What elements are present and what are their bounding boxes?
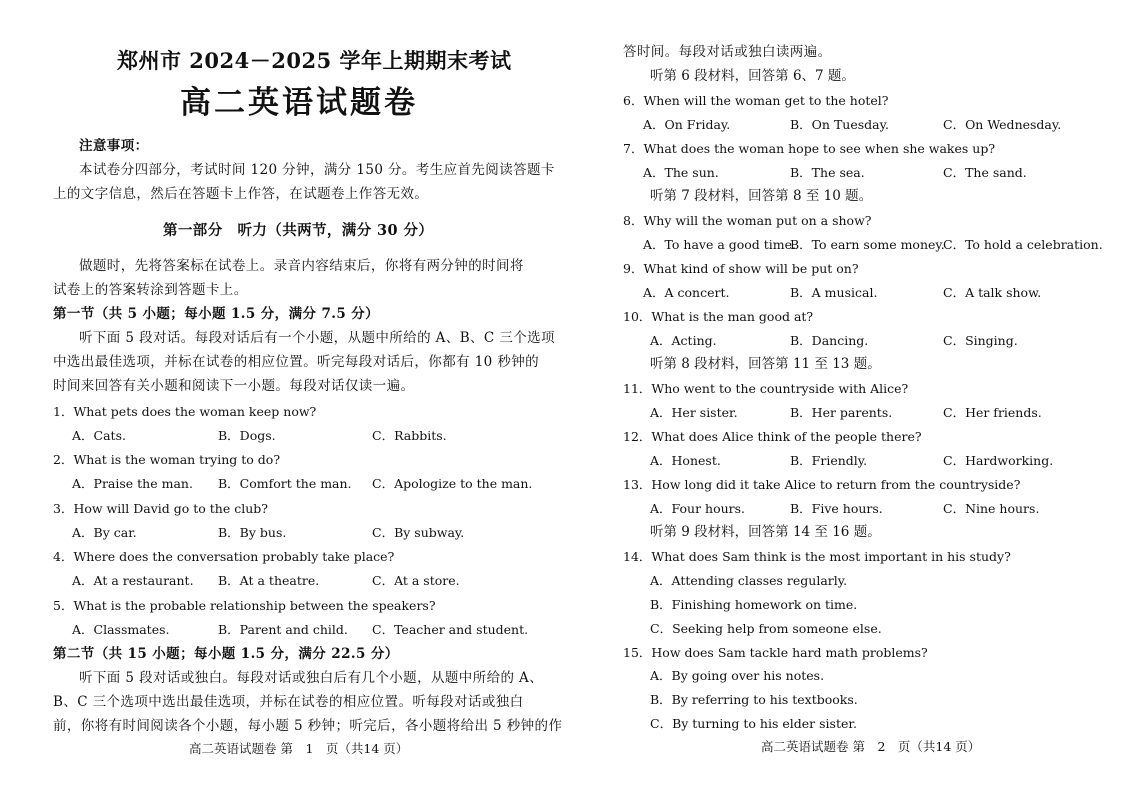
option-b: B．Dogs. xyxy=(218,428,276,443)
question-stem: 8．Why will the woman put on a show? xyxy=(623,213,872,228)
section1-instruction-line: 时间来回答有关小题和阅读下一小题。每段对话仅读一遍。 xyxy=(53,378,415,394)
segment-heading: 听第 9 段材料，回答第 14 至 16 题。 xyxy=(650,524,881,540)
option-a: A．To have a good time. xyxy=(643,237,797,252)
part1-instruction-line: 试卷上的答案转涂到答题卡上。 xyxy=(53,282,248,298)
question-stem: 1．What pets does the woman keep now? xyxy=(53,404,317,419)
continuation-text: 答时间。每段对话或独白读两遍。 xyxy=(623,44,832,60)
option-b: B．Comfort the man. xyxy=(218,476,352,491)
option-a: A．Praise the man. xyxy=(72,476,193,491)
option-a: A．Honest. xyxy=(650,453,721,468)
option-a: A．Her sister. xyxy=(650,405,738,420)
option-b: B．The sea. xyxy=(790,165,865,180)
question-stem: 7．What does the woman hope to see when she wakes up? xyxy=(623,141,996,156)
part1-instruction-line: 做题时，先将答案标在试卷上。录音内容结束后，你将有两分钟的时间将 xyxy=(79,258,524,274)
option-c: C．Teacher and student. xyxy=(372,622,529,637)
section1-heading: 第一节（共 5 小题；每小题 1.5 分，满分 7.5 分） xyxy=(53,306,380,322)
option-c: C．Hardworking. xyxy=(943,453,1054,468)
option-a: A．The sun. xyxy=(643,165,719,180)
option-a: A．On Friday. xyxy=(643,117,731,132)
option-b: B．Friendly. xyxy=(790,453,868,468)
option-c: C．By turning to his elder sister. xyxy=(650,716,857,731)
question-stem: 15．How does Sam tackle hard math problems? xyxy=(623,645,928,660)
segment-heading: 听第 6 段材料，回答第 6、7 题。 xyxy=(650,68,855,84)
section2-instruction-line: 前，你将有时间阅读各个小题，每小题 5 秒钟；听完后，各小题将给出 5 秒钟的作 xyxy=(53,718,563,734)
option-a: A．Attending classes regularly. xyxy=(650,573,848,588)
option-a: A．At a restaurant. xyxy=(72,573,194,588)
question-stem: 10．What is the man good at? xyxy=(623,309,814,324)
section1-instruction-line: 中选出最佳选项，并标在试卷的相应位置。听完每段对话后，你都有 10 秒钟的 xyxy=(53,354,540,370)
option-b: B．On Tuesday. xyxy=(790,117,889,132)
paper-title: 高二英语试题卷 xyxy=(180,85,418,121)
option-c: C．Nine hours. xyxy=(943,501,1040,516)
option-c: C．Her friends. xyxy=(943,405,1042,420)
option-a: A．Four hours. xyxy=(650,501,746,516)
page-footer: 高二英语试题卷 第 2 页（共14 页） xyxy=(761,739,981,754)
section2-instruction-line: 听下面 5 段对话或独白。每段对话或独白后有几个小题，从题中所给的 A、 xyxy=(79,670,544,686)
notice-heading: 注意事项： xyxy=(79,138,149,154)
option-b: B．Finishing homework on time. xyxy=(650,597,858,612)
question-stem: 14．What does Sam think is the most important in his study? xyxy=(623,549,1011,564)
page-footer: 高二英语试题卷 第 1 页（共14 页） xyxy=(189,741,409,756)
option-c: C．Rabbits. xyxy=(372,428,447,443)
option-b: B．Dancing. xyxy=(790,333,869,348)
option-b: B．Parent and child. xyxy=(218,622,348,637)
option-a: A．By going over his notes. xyxy=(650,668,825,683)
option-a: A．Cats. xyxy=(72,428,126,443)
question-stem: 6．When will the woman get to the hotel? xyxy=(623,93,889,108)
option-c: C．The sand. xyxy=(943,165,1027,180)
option-c: C．A talk show. xyxy=(943,285,1042,300)
question-stem: 11．Who went to the countryside with Alice? xyxy=(623,381,909,396)
option-a: A．A concert. xyxy=(643,285,730,300)
question-stem: 3．How will David go to the club? xyxy=(53,501,268,516)
segment-heading: 听第 7 段材料，回答第 8 至 10 题。 xyxy=(650,188,873,204)
exam-title: 郑州市 2024－2025 学年上期期末考试 xyxy=(117,48,512,73)
question-stem: 4．Where does the conversation probably take place? xyxy=(53,549,395,564)
option-b: B．A musical. xyxy=(790,285,878,300)
option-b: B．Five hours. xyxy=(790,501,883,516)
notice-line: 上的文字信息，然后在答题卡上作答，在试题卷上作答无效。 xyxy=(53,186,429,202)
question-stem: 12．What does Alice think of the people there? xyxy=(623,429,922,444)
question-stem: 13．How long did it take Alice to return from the countryside? xyxy=(623,477,1021,492)
option-b: B．By bus. xyxy=(218,525,287,540)
question-stem: 5．What is the probable relationship between the speakers? xyxy=(53,598,436,613)
question-stem: 2．What is the woman trying to do? xyxy=(53,452,281,467)
option-c: C．By subway. xyxy=(372,525,465,540)
option-c: C．Singing. xyxy=(943,333,1018,348)
option-b: B．To earn some money. xyxy=(790,237,945,252)
section2-instruction-line: B、C 三个选项中选出最佳选项，并标在试卷的相应位置。听每段对话或独白 xyxy=(53,694,524,710)
option-a: A．Classmates. xyxy=(72,622,170,637)
question-stem: 9．What kind of show will be put on? xyxy=(623,261,859,276)
part1-heading: 第一部分 听力（共两节，满分 30 分） xyxy=(163,222,434,239)
exam-page-2 xyxy=(566,0,1132,800)
option-a: A．By car. xyxy=(72,525,137,540)
notice-line: 本试卷分四部分，考试时间 120 分钟，满分 150 分。考生应首先阅读答题卡 xyxy=(79,162,555,178)
option-b: B．Her parents. xyxy=(790,405,893,420)
option-c: C．Apologize to the man. xyxy=(372,476,533,491)
option-b: B．By referring to his textbooks. xyxy=(650,692,858,707)
section1-instruction-line: 听下面 5 段对话。每段对话后有一个小题，从题中所给的 A、B、C 三个选项 xyxy=(79,330,555,346)
option-b: B．At a theatre. xyxy=(218,573,320,588)
option-c: C．Seeking help from someone else. xyxy=(650,621,882,636)
option-a: A．Acting. xyxy=(650,333,717,348)
segment-heading: 听第 8 段材料，回答第 11 至 13 题。 xyxy=(650,356,881,372)
section2-heading: 第二节（共 15 小题；每小题 1.5 分，满分 22.5 分） xyxy=(53,646,399,662)
option-c: C．On Wednesday. xyxy=(943,117,1062,132)
option-c: C．At a store. xyxy=(372,573,460,588)
option-c: C．To hold a celebration. xyxy=(943,237,1103,252)
